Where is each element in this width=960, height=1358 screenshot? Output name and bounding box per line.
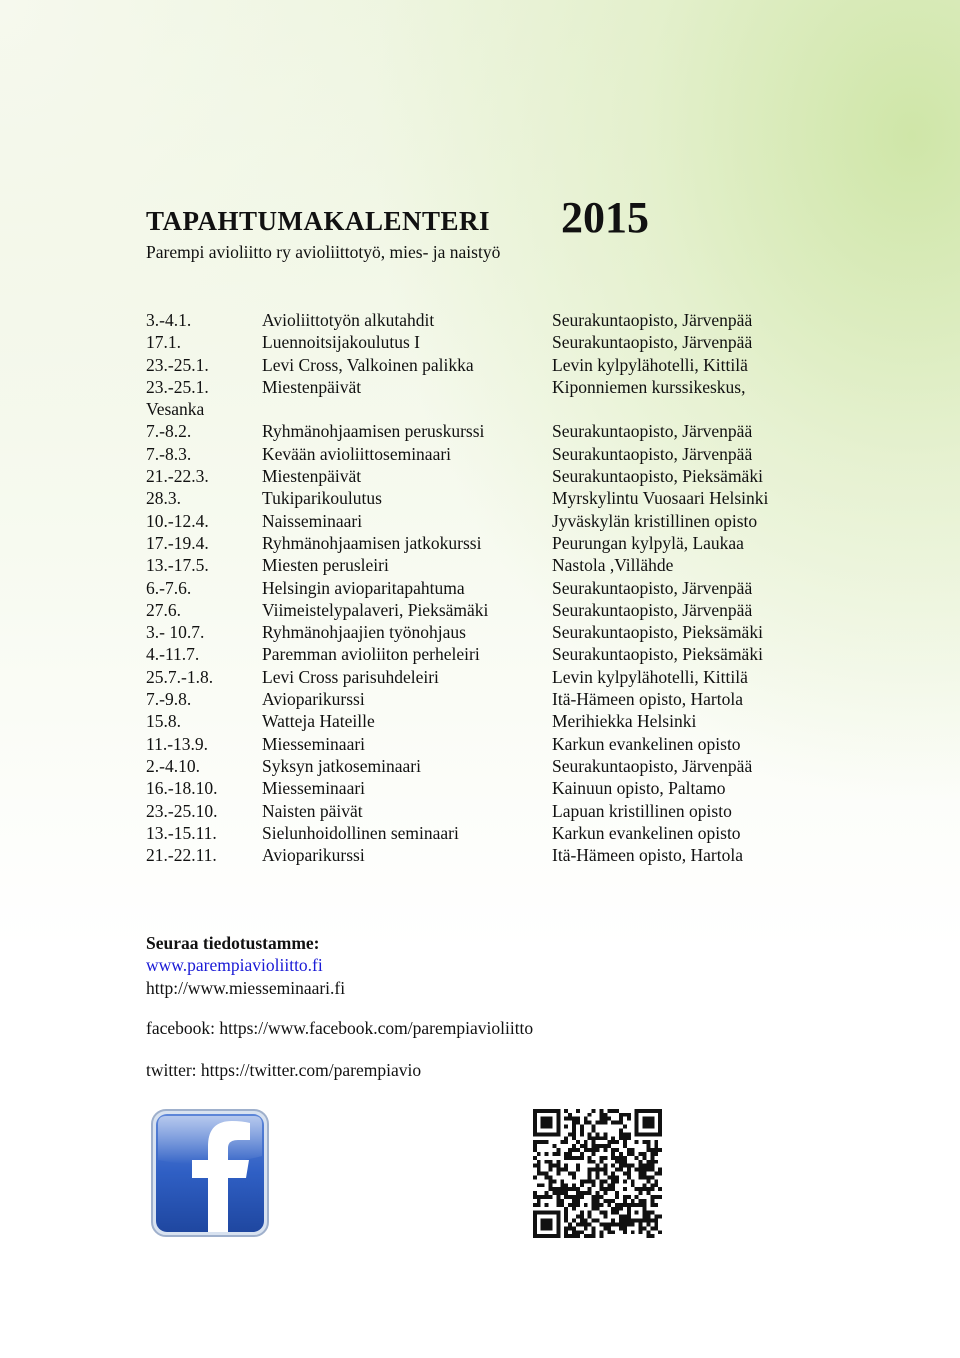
event-place: Seurakuntaopisto, Järvenpää bbox=[552, 755, 753, 776]
event-row bbox=[146, 800, 826, 822]
event-date: 17.-19.4. bbox=[146, 532, 209, 553]
event-date: 28.3. bbox=[146, 488, 181, 509]
miesseminaari-link[interactable]: http://www.miesseminaari.fi bbox=[146, 977, 346, 998]
event-date: 7.-8.2. bbox=[146, 421, 192, 442]
website-link[interactable]: www.parempiavioliitto.fi bbox=[146, 955, 323, 976]
page-subtitle: Parempi avioliitto ry avioliittotyö, mies- ja naistyö bbox=[146, 242, 501, 262]
event-date: 7.-8.3. bbox=[146, 443, 192, 464]
event-place: Seurakuntaopisto, Järvenpää bbox=[552, 599, 753, 620]
facebook-logo-icon[interactable] bbox=[150, 1108, 270, 1238]
event-place: Myrskylintu Vuosaari Helsinki bbox=[552, 488, 769, 509]
event-date: 21.-22.11. bbox=[146, 845, 217, 866]
event-place: Seurakuntaopisto, Järvenpää bbox=[552, 443, 753, 464]
title-row bbox=[146, 192, 686, 242]
event-name: Levi Cross parisuhdeleiri bbox=[262, 666, 439, 687]
year-label: 2015 bbox=[561, 193, 649, 242]
event-name: Levi Cross, Valkoinen palikka bbox=[262, 354, 474, 375]
event-date: 13.-17.5. bbox=[146, 555, 209, 576]
event-place: Seurakuntaopisto, Pieksämäki bbox=[552, 644, 763, 665]
page-title: TAPAHTUMAKALENTERI bbox=[146, 206, 491, 236]
event-date: 23.-25.1. bbox=[146, 354, 209, 375]
event-row bbox=[146, 777, 826, 799]
event-date: 3.-4.1. bbox=[146, 310, 192, 330]
facebook-line[interactable]: facebook: https://www.facebook.com/parempiavioliitto bbox=[146, 1018, 534, 1038]
event-date: 21.-22.3. bbox=[146, 466, 209, 487]
event-row bbox=[146, 443, 826, 465]
event-row bbox=[146, 733, 826, 755]
event-name: Miestenpäivät bbox=[262, 376, 362, 397]
event-place: Seurakuntaopisto, Järvenpää bbox=[552, 577, 753, 598]
event-name: Miesseminaari bbox=[262, 778, 366, 799]
event-place: Peurungan kylpylä, Laukaa bbox=[552, 532, 744, 553]
event-row bbox=[146, 710, 826, 732]
event-name: Avioparikurssi bbox=[262, 689, 365, 710]
event-place: Nastola ,Villähde bbox=[552, 555, 674, 576]
event-place: Merihiekka Helsinki bbox=[552, 711, 697, 732]
event-date: 15.8. bbox=[146, 711, 181, 732]
event-place: Lapuan kristillinen opisto bbox=[552, 800, 732, 821]
event-place-continued: Vesanka bbox=[146, 399, 205, 420]
event-place: Kainuun opisto, Paltamo bbox=[552, 778, 726, 799]
event-row bbox=[146, 465, 826, 487]
event-name: Ryhmänohjaamisen jatkokurssi bbox=[262, 532, 482, 553]
event-place: Levin kylpylähotelli, Kittilä bbox=[552, 354, 748, 375]
event-row bbox=[146, 554, 826, 576]
event-row bbox=[146, 822, 826, 844]
event-name: Ryhmänohjaajien työnohjaus bbox=[262, 622, 466, 643]
event-date: 16.-18.10. bbox=[146, 778, 218, 799]
event-name: Tukiparikoulutus bbox=[262, 488, 382, 509]
event-name: Watteja Hateille bbox=[262, 711, 375, 732]
event-name: Syksyn jatkoseminaari bbox=[262, 755, 421, 776]
event-name: Luennoitsijakoulutus I bbox=[262, 332, 420, 353]
event-date: 4.-11.7. bbox=[146, 644, 200, 665]
event-row bbox=[146, 331, 826, 353]
event-place: Karkun evankelinen opisto bbox=[552, 733, 741, 754]
event-date: 17.1. bbox=[146, 332, 181, 353]
event-row bbox=[146, 532, 826, 554]
event-place: Seurakuntaopisto, Järvenpää bbox=[552, 332, 753, 353]
event-date: 13.-15.11. bbox=[146, 822, 217, 843]
event-row bbox=[146, 487, 826, 509]
event-name: Miesseminaari bbox=[262, 733, 366, 754]
event-place: Levin kylpylähotelli, Kittilä bbox=[552, 666, 748, 687]
event-name: Miesten perusleiri bbox=[262, 555, 389, 576]
event-name: Avioparikurssi bbox=[262, 845, 365, 866]
event-name: Ryhmänohjaamisen peruskurssi bbox=[262, 421, 485, 442]
event-row bbox=[146, 510, 826, 532]
event-name: Naisseminaari bbox=[262, 510, 363, 531]
event-place: Seurakuntaopisto, Pieksämäki bbox=[552, 622, 763, 643]
event-date: 2.-4.10. bbox=[146, 755, 200, 776]
event-date: 10.-12.4. bbox=[146, 510, 209, 531]
event-name: Viimeistelypalaveri, Pieksämäki bbox=[262, 599, 489, 620]
event-row bbox=[146, 688, 826, 710]
qr-code-icon bbox=[523, 1101, 672, 1246]
event-date: 3.- 10.7. bbox=[146, 622, 205, 643]
event-row bbox=[146, 666, 826, 688]
event-date: 27.6. bbox=[146, 599, 181, 620]
event-place: Itä-Hämeen opisto, Hartola bbox=[552, 845, 743, 866]
event-name: Miestenpäivät bbox=[262, 466, 362, 487]
event-place: Seurakuntaopisto, Pieksämäki bbox=[552, 466, 763, 487]
event-row bbox=[146, 577, 826, 599]
event-place: Jyväskylän kristillinen opisto bbox=[552, 510, 758, 531]
event-row bbox=[146, 599, 826, 621]
event-date: 23.-25.10. bbox=[146, 800, 218, 821]
event-date: 23.-25.1. bbox=[146, 376, 209, 397]
event-row bbox=[146, 621, 826, 643]
event-name: Paremman avioliiton perheleiri bbox=[262, 644, 480, 665]
event-row bbox=[146, 354, 826, 376]
event-name: Naisten päivät bbox=[262, 800, 363, 821]
event-list bbox=[146, 309, 826, 866]
event-row bbox=[146, 420, 826, 442]
event-name: Avioliittotyön alkutahdit bbox=[262, 310, 435, 330]
event-place: Kiponniemen kurssikeskus, bbox=[552, 376, 746, 397]
event-date: 11.-13.9. bbox=[146, 733, 209, 754]
event-place: Karkun evankelinen opisto bbox=[552, 822, 741, 843]
twitter-line[interactable]: twitter: https://twitter.com/parempiavio bbox=[146, 1060, 422, 1080]
follow-section bbox=[146, 932, 345, 999]
event-row bbox=[146, 844, 826, 866]
event-place: Seurakuntaopisto, Järvenpää bbox=[552, 310, 753, 330]
event-place: Itä-Hämeen opisto, Hartola bbox=[552, 689, 743, 710]
event-row bbox=[146, 376, 826, 421]
event-name: Kevään avioliittoseminaari bbox=[262, 443, 452, 464]
event-name: Helsingin avioparitapahtuma bbox=[262, 577, 465, 598]
event-row bbox=[146, 309, 826, 331]
event-row bbox=[146, 643, 826, 665]
event-date: 6.-7.6. bbox=[146, 577, 192, 598]
event-date: 7.-9.8. bbox=[146, 689, 192, 710]
event-date: 25.7.-1.8. bbox=[146, 666, 214, 687]
event-place: Seurakuntaopisto, Järvenpää bbox=[552, 421, 753, 442]
event-name: Sielunhoidollinen seminaari bbox=[262, 822, 459, 843]
follow-heading: Seuraa tiedotustamme: bbox=[146, 933, 320, 953]
event-row bbox=[146, 755, 826, 777]
